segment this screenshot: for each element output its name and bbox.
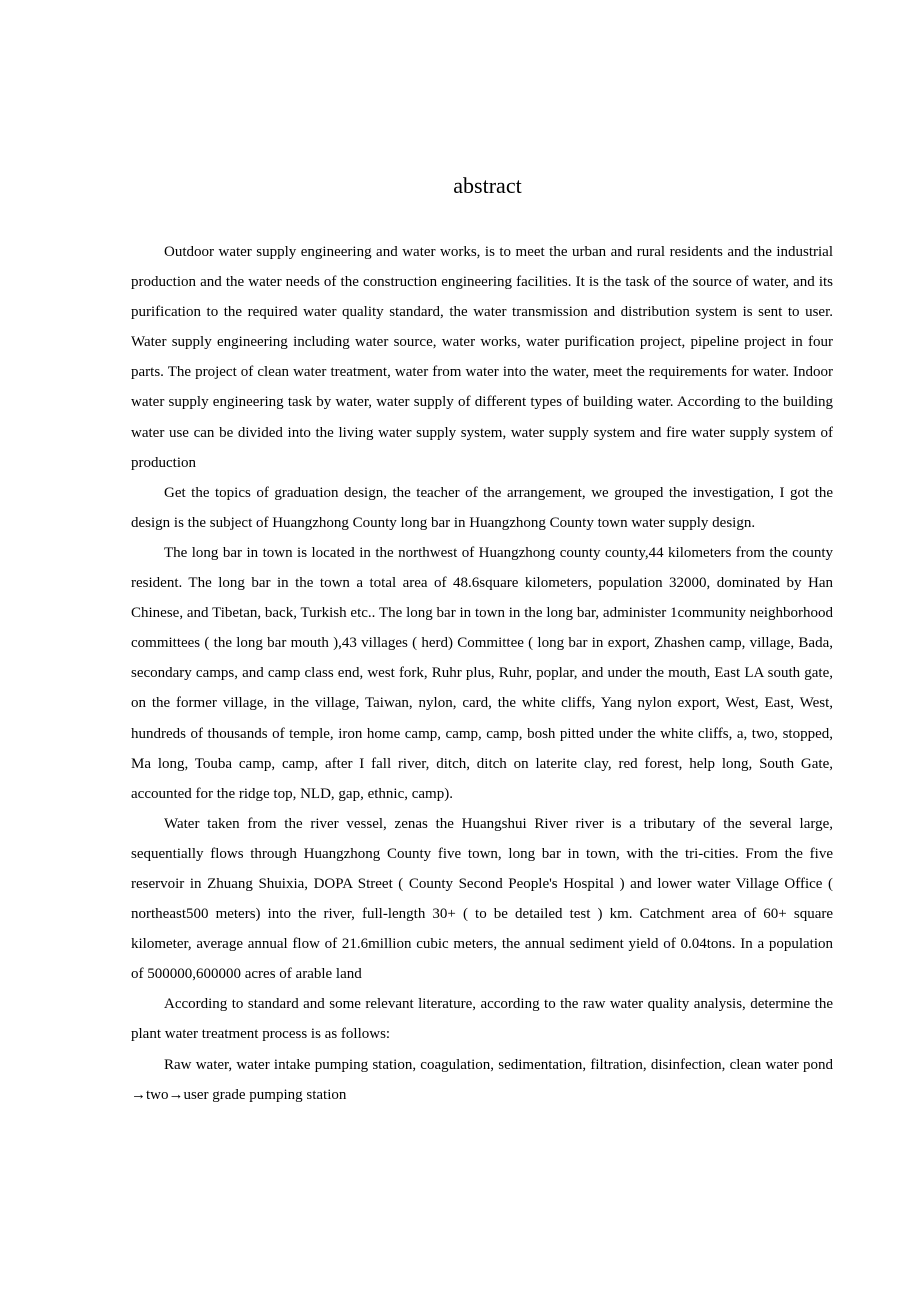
paragraph-treatment-intro: According to standard and some relevant literature, according to the raw water quality analysis, determine the plant water treatment process is as follows: xyxy=(131,996,833,1043)
paragraph-treatment-process: Raw water, water intake pumping station, coagulation, sedimentation, filtration, disinfection, clean water pond →two→user grade pumping station xyxy=(131,1056,833,1103)
paragraph-water-source: Water taken from the river vessel, zenas the Huangshui River river is a tributary of the several large, sequentially flows through Huangzhong County five town, long bar in town, with the tri-cities. From the five reservoir in Zhuang Shuixia, DOPA Street ( County Second People's Hospital ) and lower water Village Office ( northeast500 meters) into the river, full-length 30+ ( to be detailed test ) km. Catchment area of 60+ square kilometer, average annual flow of 21.6million cubic meters, the annual sediment yield of 0.04tons. In a population of 500000,600000 acres of arable land xyxy=(131,815,833,983)
abstract-body xyxy=(131,237,833,1110)
paragraph-design-topic: Get the topics of graduation design, the teacher of the arrangement, we grouped the investigation, I got the design is the subject of Huangzhong County long bar in Huangzhong County town water supply design. xyxy=(131,484,833,531)
paragraph-town-description: The long bar in town is located in the northwest of Huangzhong county county,44 kilometers from the county resident. The long bar in the town a total area of 48.6square kilometers, population 32000, dominated by Han Chinese, and Tibetan, back, Turkish etc.. The long bar in town in the long bar, administer 1community neighborhood committees ( the long bar mouth ),43 villages ( herd) Committee ( long bar in export, Zhashen camp, village, Bada, secondary camps, and camp class end, west fork, Ruhr plus, Ruhr, poplar, and under the mouth, East LA south gate, on the former village, in the village, Taiwan, nylon, card, the white cliffs, Yang nylon export, West, East, West, hundreds of thousands of temple, iron home camp, camp, camp, bosh pitted under the white cliffs, a, two, stopped, Ma long, Touba camp, camp, after I fall river, ditch, ditch on laterite clay, red forest, help long, South Gate, accounted for the ridge top, NLD, gap, ethnic, camp). xyxy=(131,544,833,802)
page-title: abstract xyxy=(453,173,522,198)
paragraph-water-supply-overview: Outdoor water supply engineering and water works, is to meet the urban and rural residents and the industrial production and the water needs of the construction engineering facilities. It is the task of the source of water, and its purification to the required water quality standard, the water transmission and distribution system is sent to user. Water supply engineering including water source, water works, water purification project, pipeline project in four parts. The project of clean water treatment, water from water into the water, meet the requirements for water. Indoor water supply engineering task by water, water supply of different types of building water. According to the building water use can be divided into the living water supply system, water supply system and fire water supply system of production xyxy=(131,244,833,471)
